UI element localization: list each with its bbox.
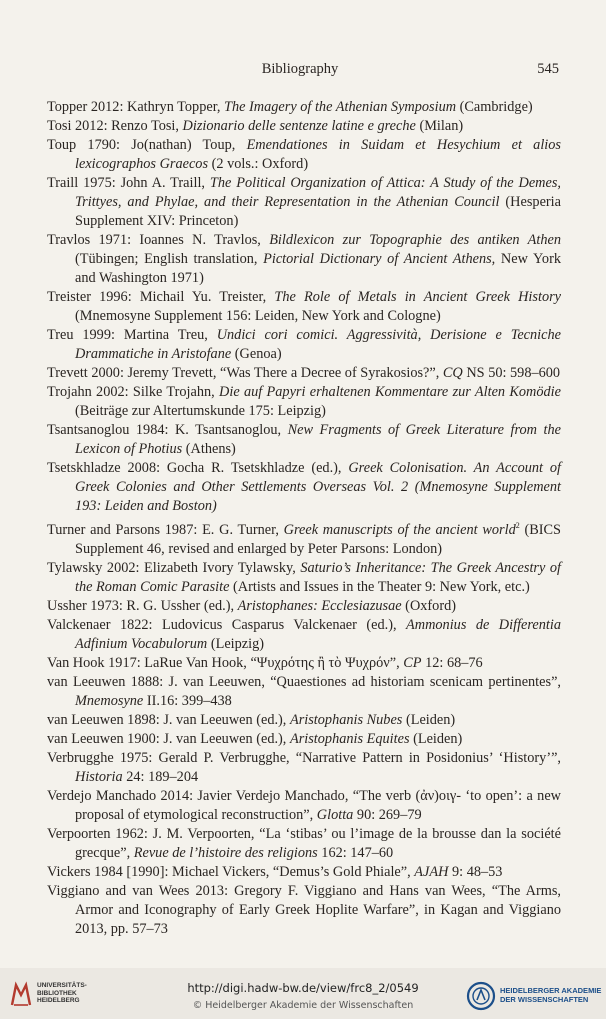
entry-text: (Oxford)	[401, 597, 456, 614]
entry-text: van Leeuwen 1898: J. van Leeuwen (ed.),	[47, 711, 290, 728]
entry-text: Tsetskhladze 2008: Gocha R. Tsetskhladze (ed.),	[47, 460, 349, 476]
bibliography-entry	[47, 231, 561, 288]
bibliography-entry	[47, 136, 561, 174]
entry-superscript: 2	[515, 521, 520, 530]
entry-text: 12: 68–76	[421, 654, 483, 671]
entry-text: Ussher 1973: R. G. Ussher (ed.),	[47, 597, 238, 614]
bibliography-entry	[47, 326, 561, 364]
bibliography-entry	[47, 516, 561, 559]
entry-text: Treister 1996: Michail Yu. Treister,	[47, 289, 275, 305]
entry-title: CP	[403, 654, 422, 671]
entry-title: New Fragments of Greek Literature from the Lexicon of Photius	[75, 422, 561, 457]
bibliography-entry	[47, 730, 561, 749]
bibliography-entry	[47, 654, 561, 673]
entry-text: Van Hook 1917: LaRue Van Hook, “Ψυχρότης ἢ τὸ Ψυχρόν”,	[47, 654, 404, 671]
entry-text: Verpoorten 1962: J. M. Verpoorten, “La ‘stibas’ ou l’image de la brousse dan la société grecque”,	[47, 825, 561, 861]
entry-title: Mnemosyne	[75, 692, 144, 709]
entry-text: (Tübingen; English translation,	[75, 251, 264, 267]
entry-text: (Leipzig)	[207, 635, 265, 652]
bibliography-entry	[47, 749, 561, 787]
entry-text: Toup 1790: Jo(nathan) Toup,	[47, 137, 247, 153]
entry-title: Greek Colonisation. An Account of Greek Colonies and Other Settlements Overseas Vol. 2 (Mnemosyne Supplement 193: Leiden and Boston)	[75, 460, 561, 514]
entry-text: Tosi 2012: Renzo Tosi,	[47, 118, 183, 134]
bibliography-entry	[47, 383, 561, 421]
entry-text: Viggiano and van Wees 2013: Gregory F. Viggiano and Hans van Wees, “The Arms, Armor and Iconography of Early Greek Hoplite Warfare”, in Kagan and Viggiano 2013, pp. 57–73	[47, 882, 561, 937]
bibliography-entry	[47, 117, 561, 136]
university-line: HEIDELBERG	[37, 997, 80, 1004]
entry-title: Aristophanis Equites	[289, 730, 410, 747]
bibliography-entry	[47, 364, 561, 383]
entry-title: The Imagery of the Athenian Symposium	[224, 99, 457, 115]
entry-text: (Cambridge)	[456, 99, 533, 115]
entry-text: (Hesperia Supplement XIV: Princeton)	[75, 194, 561, 229]
entry-title: Aristophanis Nubes	[289, 711, 403, 728]
entry-text: (Genoa)	[231, 346, 282, 362]
bibliography-entry	[47, 559, 561, 597]
bibliography-entry	[47, 825, 561, 863]
bibliography-entry	[47, 673, 561, 711]
bibliography-entry	[47, 616, 561, 654]
entry-text: (Leiden)	[409, 730, 463, 747]
entry-title: Aristophanes: Ecclesiazusae	[237, 597, 402, 614]
entry-text: (Athens)	[182, 441, 236, 457]
entry-text: Travlos 1971: Ioannes N. Travlos,	[47, 232, 270, 248]
academy-line: HEIDELBERGER AKADEMIE	[500, 986, 602, 995]
entry-text: van Leeuwen 1900: J. van Leeuwen (ed.),	[47, 730, 290, 747]
entry-text: Tsantsanoglou 1984: K. Tsantsanoglou,	[47, 422, 288, 438]
entry-title: Historia	[75, 768, 123, 785]
bibliography-entry	[47, 459, 561, 516]
entry-text: Treu 1999: Martina Treu,	[47, 327, 217, 343]
academy-logo[interactable]	[466, 981, 601, 1011]
bibliography-entry	[47, 597, 561, 616]
entry-title: CQ	[442, 365, 463, 381]
entry-text: Turner and Parsons 1987: E. G. Turner,	[47, 521, 284, 538]
copyright-notice: © Heidelberger Akademie der Wissenschaften	[192, 1000, 414, 1011]
entry-title: AJAH	[414, 863, 449, 880]
entry-text: Trevett 2000: Jeremy Trevett, “Was There a Decree of Syrakosios?”,	[47, 365, 443, 381]
bibliography-entry	[47, 174, 561, 231]
entry-text: (BICS Supplement 46, revised and enlarged by Peter Parsons: London)	[75, 521, 562, 557]
footer-bar	[0, 968, 606, 1019]
academy-seal-icon	[466, 981, 496, 1011]
academy-name	[500, 986, 601, 1004]
academy-line: DER WISSENSCHAFTEN	[500, 995, 589, 1004]
bibliography-entry	[47, 288, 561, 326]
entry-text: 9: 48–53	[448, 863, 503, 880]
entry-text: Tylawsky 2002: Elizabeth Ivory Tylawsky,	[47, 559, 301, 576]
entry-title: The Political Organization of Attica: A Study of the Demes, Trittyes, and Phylae, and their Representation in the Athenian Council	[75, 175, 561, 210]
running-title: Bibliography	[261, 61, 339, 77]
bibliography-entry	[47, 421, 561, 459]
entry-text: (Leiden)	[402, 711, 456, 728]
page-number: 545	[537, 61, 559, 77]
entry-title: Pictorial Dictionary of Ancient Athens,	[263, 251, 496, 267]
bibliography-entry	[47, 98, 561, 117]
entry-title: Ammonius de Differentia Adfinium Vocabulorum	[75, 616, 562, 652]
entry-title: Greek manuscripts of the ancient world	[283, 521, 516, 538]
entry-title: Saturio’s Inheritance: The Greek Ancestry of the Roman Comic Parasite	[75, 559, 561, 595]
entry-text: Trojahn 2002: Silke Trojahn,	[47, 384, 220, 400]
bibliography-entry	[47, 863, 561, 882]
university-line: UNIVERSITÄTS-	[37, 982, 87, 989]
entry-text: 162: 147–60	[317, 844, 394, 861]
entry-text: (2 vols.: Oxford)	[208, 156, 309, 172]
entry-text: (Mnemosyne Supplement 156: Leiden, New York and Cologne)	[75, 308, 441, 324]
entry-title: Undici cori comici. Aggressività, Derisione e Tecniche Drammatiche in Aristofane	[75, 327, 561, 362]
entry-text: (Milan)	[415, 118, 464, 134]
entry-title: Bildlexicon zur Topographie des antiken Athen	[269, 232, 561, 248]
entry-title: Emendationes in Suidam et Hesychium et alios lexicographos Graecos	[75, 137, 561, 172]
bibliography-list	[47, 98, 561, 939]
entry-text: Valckenaer 1822: Ludovicus Casparus Valckenaer (ed.),	[47, 616, 407, 633]
entry-text: Traill 1975: John A. Traill,	[47, 175, 210, 191]
entry-text: (Artists and Issues in the Theater 9: New York, etc.)	[229, 578, 530, 595]
entry-text: Vickers 1984 [1990]: Michael Vickers, “Demus’s Gold Phiale”,	[47, 863, 415, 880]
entry-title: Die auf Papyri erhaltenen Kommentare zur Alten Komödie	[219, 384, 561, 400]
entry-text: New York and Washington 1971)	[75, 251, 561, 286]
entry-title: Revue de l’histoire des religions	[133, 844, 318, 861]
entry-text: van Leeuwen 1888: J. van Leeuwen, “Quaestiones ad historiam scenicam pertinentes”,	[47, 673, 561, 690]
entry-text: Verdejo Manchado 2014: Javier Verdejo Manchado, “The verb (ἀν)οιγ- ‘to open’: a new proposal of etymological reconstruction”,	[47, 787, 561, 823]
university-line: BIBLIOTHEK	[37, 989, 77, 997]
bibliography-entry	[47, 787, 561, 825]
permalink-url[interactable]: http://digi.hadw-bw.de/view/frc8_2/0549	[187, 981, 419, 995]
running-head	[0, 61, 606, 81]
entry-text: Topper 2012: Kathryn Topper,	[47, 99, 225, 115]
entry-title: Dizionario delle sentenze latine e greche	[182, 118, 416, 134]
entry-title: Glotta	[316, 806, 354, 823]
entry-text: Verbrugghe 1975: Gerald P. Verbrugghe, “Narrative Pattern in Posidonius’ ‘History’”,	[47, 749, 561, 766]
entry-text: 90: 269–79	[353, 806, 422, 823]
bibliography-entry	[47, 882, 561, 939]
entry-text: 24: 189–204	[122, 768, 199, 785]
entry-text: (Beiträge zur Altertumskunde 175: Leipzig)	[75, 403, 326, 419]
bibliography-entry	[47, 711, 561, 730]
entry-title: The Role of Metals in Ancient Greek History	[274, 289, 561, 305]
entry-text: II.16: 399–438	[143, 692, 232, 709]
entry-text: NS 50: 598–600	[462, 365, 561, 381]
